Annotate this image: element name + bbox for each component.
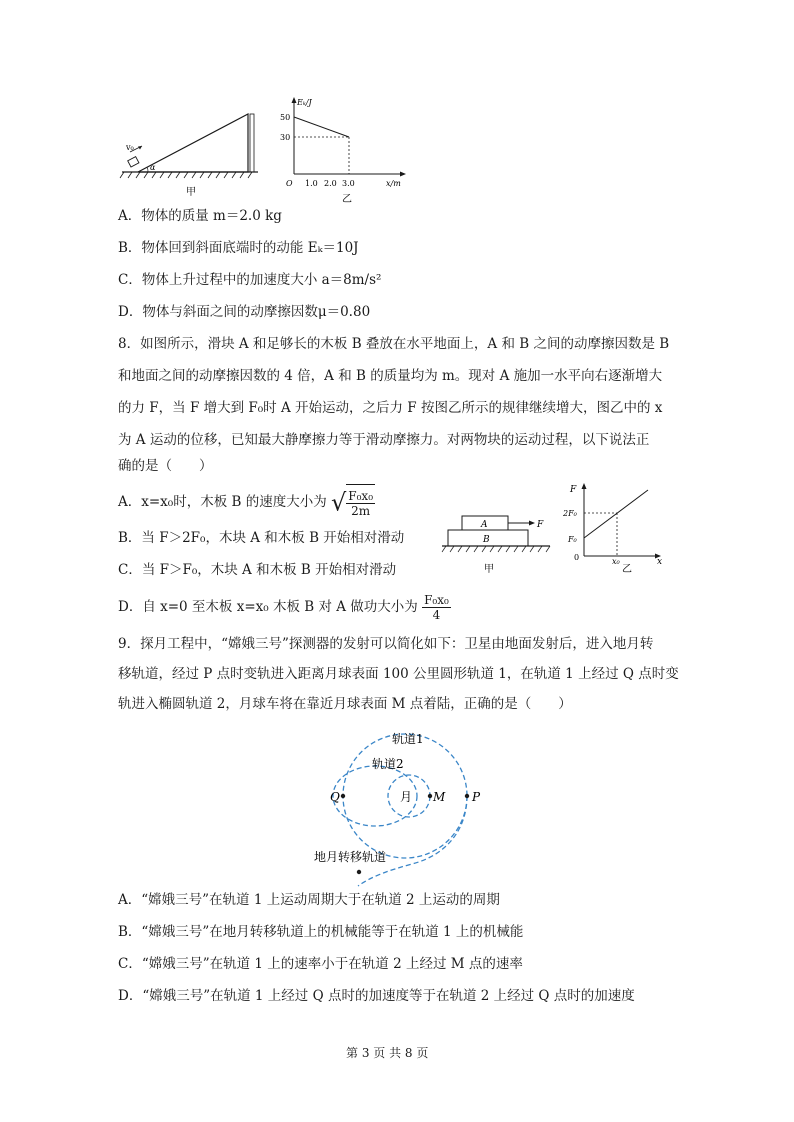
fig7-x-tick-3: 3.0 (342, 179, 355, 188)
fig7-energy-graph (280, 94, 410, 204)
q8-option-a (118, 484, 375, 521)
q8-a-denominator: 2m (351, 504, 371, 518)
q8-a-numerator: F₀x₀ (348, 489, 374, 503)
q7-option-b: B．物体回到斜面底端时的动能 Eₖ＝10J (118, 240, 359, 256)
fig7-angle-label: α (150, 163, 156, 172)
fraction (422, 593, 451, 622)
q9-option-b: B．“嫦娥三号”在地月转移轨道上的机械能等于在轨道 1 上的机械能 (118, 924, 524, 940)
fig7-y-axis-label: Eₖ/J (297, 98, 312, 107)
q9-point-m: M (433, 790, 446, 804)
q8-option-c: C．当 F＞F₀，木块 A 和木板 B 开始相对滑动 (118, 562, 397, 578)
q9-point-q: Q (330, 790, 340, 804)
fig7-y-tick-30: 30 (280, 133, 291, 142)
q8-x-axis-label: x (657, 557, 663, 567)
page-footer: 第 3 页 共 8 页 (346, 1046, 429, 1060)
q8-stem-line-1: 8．如图所示，滑块 A 和足够长的木板 B 叠放在水平地面上，A 和 B 之间的动摩擦因数是 B (118, 336, 670, 352)
q8-block-b-label: B (483, 535, 490, 545)
q7-option-a: A．物体的质量 m＝2.0 kg (118, 208, 282, 224)
q8-option-d-text: D．自 x=0 至木板 x=x₀ 木板 B 对 A 做功大小为 (118, 599, 418, 615)
q8-y-tick-2f0: 2F₀ (563, 509, 577, 518)
q8-origin: 0 (574, 553, 580, 562)
q9-stem-line-3: 轨进入椭圆轨道 2，月球车将在靠近月球表面 M 点着陆，正确的是（ ） (118, 696, 572, 712)
q8-option-b: B．当 F＞2F₀，木块 A 和木板 B 开始相对滑动 (118, 530, 405, 546)
q8-yi-caption: 乙 (622, 564, 632, 574)
q8-y-tick-f0: F₀ (568, 535, 577, 544)
q8-blocks-diagram (440, 510, 558, 578)
fig7-incline-diagram (118, 108, 268, 200)
q8-force-graph (560, 480, 670, 574)
q8-stem-line-3: 的力 F，当 F 增大到 F₀时 A 开始运动，之后力 F 按图乙所示的规律继续增大，图乙中的 x (118, 400, 663, 416)
q8-y-axis-label: F (570, 485, 577, 495)
q7-option-d: D．物体与斜面之间的动摩擦因数μ＝0.80 (118, 304, 371, 320)
q8-x-tick-x0: x₀ (612, 557, 620, 566)
fig7-v0-label: v₀ (126, 143, 134, 152)
q9-transfer-label: 地月转移轨道 (314, 850, 387, 864)
q8-block-a-label: A (481, 520, 488, 530)
q8-option-d (118, 590, 451, 624)
fig7-x-axis-label: x/m (386, 179, 401, 188)
fig7-origin: O (286, 179, 293, 188)
q8-jia-caption: 甲 (484, 564, 494, 575)
q9-stem-line-1: 9．探月工程中，“嫦娥三号”探测器的发射可以简化如下：卫星由地面发射后，进入地月转 (118, 636, 654, 652)
q8-d-denominator: 4 (432, 608, 441, 622)
q9-orbit2-label: 轨道2 (372, 757, 404, 771)
fig7-yi-caption: 乙 (342, 194, 352, 204)
q8-force-label: F (537, 520, 544, 530)
q9-option-d: D．“嫦娥三号”在轨道 1 上经过 Q 点时的加速度等于在轨道 2 上经过 Q 点时的加速度 (118, 988, 635, 1004)
q9-orbit1-label: 轨道1 (392, 732, 424, 746)
q9-option-a: A．“嫦娥三号”在轨道 1 上运动周期大于在轨道 2 上运动的周期 (118, 892, 500, 908)
q8-stem-line-4: 为 A 运动的位移，已知最大静摩擦力等于滑动摩擦力。对两物块的运动过程，以下说法正 (118, 432, 650, 448)
fig7-x-tick-2: 2.0 (324, 179, 337, 188)
q8-stem-line-5: 确的是（ ） (118, 458, 213, 474)
fig7-y-tick-50: 50 (280, 113, 291, 122)
sqrt-expression: √ $\frac{\text{F₀x₀}}{2m}$ (331, 484, 375, 521)
q9-point-p: P (472, 790, 481, 804)
fig7-x-tick-1: 1.0 (305, 179, 318, 188)
q9-option-c: C．“嫦娥三号”在轨道 1 上的速率小于在轨道 2 上经过 M 点的速率 (118, 956, 523, 972)
fig7-jia-caption: 甲 (186, 187, 196, 198)
q9-moon-label: 月 (400, 790, 413, 804)
q8-d-numerator: F₀x₀ (424, 593, 449, 607)
q7-option-c: C．物体上升过程中的加速度大小 a＝8m/s² (118, 272, 382, 288)
q9-orbit-diagram (300, 726, 500, 890)
q8-stem-line-2: 和地面之间的动摩擦因数的 4 倍，A 和 B 的质量均为 m。现对 A 施加一水平向右逐渐增大 (118, 368, 663, 384)
q8-option-a-text: A．x=x₀时，木板 B 的速度大小为 (118, 494, 327, 510)
q9-stem-line-2: 移轨道，经过 P 点时变轨进入距离月球表面 100 公里圆形轨道 1，在轨道 1 上经过 Q 点时变 (118, 666, 679, 682)
